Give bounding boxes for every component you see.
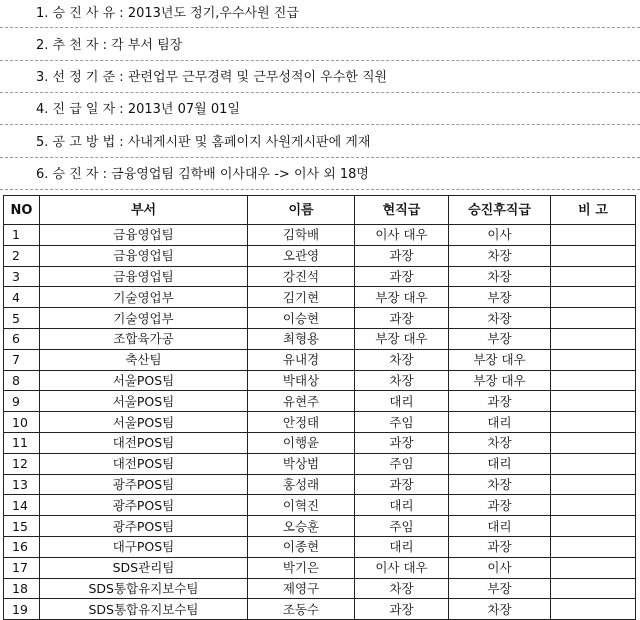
cell-current-rank: 과장 — [355, 474, 449, 495]
cell-remarks — [551, 349, 636, 370]
table-body — [4, 225, 636, 620]
cell-current-rank: 대리 — [355, 536, 449, 557]
cell-current-rank: 차장 — [355, 349, 449, 370]
cell-department: 서울POS팀 — [40, 370, 248, 391]
table-row — [4, 412, 636, 433]
cell-new-rank: 차장 — [449, 308, 551, 329]
divider — [0, 60, 640, 61]
cell-current-rank: 대리 — [355, 391, 449, 412]
promotion-table — [3, 195, 636, 620]
cell-new-rank: 부장 대우 — [449, 349, 551, 370]
cell-department: SDS관리팀 — [40, 557, 248, 578]
table-row — [4, 599, 636, 620]
cell-current-rank: 주임 — [355, 412, 449, 433]
cell-name: 박태상 — [248, 370, 355, 391]
cell-new-rank: 차장 — [449, 266, 551, 287]
cell-new-rank: 차장 — [449, 474, 551, 495]
cell-remarks — [551, 536, 636, 557]
cell-department: 금융영업팀 — [40, 266, 248, 287]
cell-name: 제영구 — [248, 578, 355, 599]
table-row — [4, 245, 636, 266]
cell-department: 광주POS팀 — [40, 495, 248, 516]
table-row — [4, 516, 636, 537]
cell-no: 18 — [4, 578, 40, 599]
cell-remarks — [551, 599, 636, 620]
cell-remarks — [551, 245, 636, 266]
cell-name: 홍성래 — [248, 474, 355, 495]
item-label: 1. 승 진 사 유 — [36, 6, 116, 21]
cell-department: 금융영업팀 — [40, 245, 248, 266]
table-row — [4, 453, 636, 474]
cell-remarks — [551, 453, 636, 474]
cell-remarks — [551, 495, 636, 516]
cell-current-rank: 부장 대우 — [355, 328, 449, 349]
cell-remarks — [551, 412, 636, 433]
cell-remarks — [551, 266, 636, 287]
cell-remarks — [551, 516, 636, 537]
header-no: NO — [4, 196, 40, 225]
item-reason: 1. 승 진 사 유 : 2013년도 정기,우수사원 진급 — [36, 6, 299, 21]
item-criteria: 3. 선 정 기 준 : 관련업무 근무경력 및 근무성적이 우수한 직원 — [36, 70, 388, 85]
header-name: 이름 — [248, 196, 355, 225]
cell-no: 6 — [4, 328, 40, 349]
cell-remarks — [551, 578, 636, 599]
cell-name: 이행윤 — [248, 432, 355, 453]
cell-no: 15 — [4, 516, 40, 537]
cell-department: 대전POS팀 — [40, 453, 248, 474]
cell-no: 7 — [4, 349, 40, 370]
cell-no: 19 — [4, 599, 40, 620]
cell-name: 오승훈 — [248, 516, 355, 537]
cell-name: 이종현 — [248, 536, 355, 557]
cell-current-rank: 과장 — [355, 599, 449, 620]
cell-no: 10 — [4, 412, 40, 433]
item-notice-method: 5. 공 고 방 법 : 사내게시판 및 홈페이지 사원게시판에 게재 — [36, 135, 371, 150]
table-row — [4, 474, 636, 495]
table-header-row — [4, 196, 636, 225]
item-value: 사내게시판 및 홈페이지 사원게시판에 게재 — [127, 135, 371, 150]
cell-remarks — [551, 308, 636, 329]
divider — [0, 189, 640, 190]
table-row — [4, 287, 636, 308]
cell-name: 김기현 — [248, 287, 355, 308]
table-row — [4, 495, 636, 516]
cell-remarks — [551, 328, 636, 349]
divider — [0, 124, 640, 125]
cell-no: 16 — [4, 536, 40, 557]
item-label: 6. 승 진 자 — [36, 167, 99, 182]
cell-current-rank: 과장 — [355, 308, 449, 329]
cell-new-rank: 과장 — [449, 495, 551, 516]
cell-name: 안정태 — [248, 412, 355, 433]
cell-department: 대전POS팀 — [40, 432, 248, 453]
cell-no: 13 — [4, 474, 40, 495]
table-row — [4, 557, 636, 578]
cell-department: 광주POS팀 — [40, 474, 248, 495]
table-row — [4, 266, 636, 287]
cell-current-rank: 이사 대우 — [355, 557, 449, 578]
item-value: 각 부서 팀장 — [111, 38, 183, 53]
item-value: 2013년 07월 01일 — [127, 102, 240, 117]
header-remarks: 비 고 — [551, 196, 636, 225]
cell-no: 11 — [4, 432, 40, 453]
divider — [0, 157, 640, 158]
cell-new-rank: 차장 — [449, 599, 551, 620]
cell-name: 박기은 — [248, 557, 355, 578]
table-row — [4, 536, 636, 557]
cell-remarks — [551, 432, 636, 453]
cell-current-rank: 차장 — [355, 370, 449, 391]
cell-department: 대구POS팀 — [40, 536, 248, 557]
cell-new-rank: 부장 대우 — [449, 370, 551, 391]
cell-new-rank: 대리 — [449, 412, 551, 433]
cell-current-rank: 과장 — [355, 432, 449, 453]
cell-name: 강진석 — [248, 266, 355, 287]
cell-new-rank: 부장 — [449, 578, 551, 599]
cell-new-rank: 부장 — [449, 328, 551, 349]
cell-name: 이혁진 — [248, 495, 355, 516]
cell-remarks — [551, 225, 636, 246]
item-value: 금융영업팀 김학배 이사대우 -> 이사 외 18명 — [111, 167, 369, 182]
cell-current-rank: 이사 대우 — [355, 225, 449, 246]
cell-department: 서울POS팀 — [40, 391, 248, 412]
cell-new-rank: 과장 — [449, 391, 551, 412]
table-row — [4, 432, 636, 453]
item-label: 2. 추 천 자 — [36, 38, 99, 53]
cell-name: 조동수 — [248, 599, 355, 620]
item-recommender: 2. 추 천 자 : 각 부서 팀장 — [36, 38, 183, 53]
item-label: 5. 공 고 방 법 — [36, 135, 116, 150]
item-label: 4. 진 급 일 자 — [36, 102, 116, 117]
cell-new-rank: 과장 — [449, 536, 551, 557]
cell-remarks — [551, 557, 636, 578]
cell-new-rank: 부장 — [449, 287, 551, 308]
cell-department: 기술영업부 — [40, 287, 248, 308]
cell-no: 1 — [4, 225, 40, 246]
item-value: 2013년도 정기,우수사원 진급 — [127, 6, 299, 21]
cell-name: 유내경 — [248, 349, 355, 370]
cell-department: 기술영업부 — [40, 308, 248, 329]
cell-new-rank: 차장 — [449, 245, 551, 266]
cell-no: 8 — [4, 370, 40, 391]
table-row — [4, 578, 636, 599]
item-value: 관련업무 근무경력 및 근무성적이 우수한 직원 — [127, 70, 388, 85]
table-row — [4, 308, 636, 329]
cell-new-rank: 대리 — [449, 453, 551, 474]
cell-name: 오관영 — [248, 245, 355, 266]
table-row — [4, 391, 636, 412]
cell-no: 3 — [4, 266, 40, 287]
cell-department: 조합육가공 — [40, 328, 248, 349]
divider — [0, 92, 640, 93]
cell-no: 12 — [4, 453, 40, 474]
cell-name: 김학배 — [248, 225, 355, 246]
cell-current-rank: 과장 — [355, 266, 449, 287]
item-label: 3. 선 정 기 준 — [36, 70, 116, 85]
item-date: 4. 진 급 일 자 : 2013년 07월 01일 — [36, 102, 240, 117]
cell-department: 광주POS팀 — [40, 516, 248, 537]
cell-remarks — [551, 370, 636, 391]
cell-department: SDS통합유지보수팀 — [40, 578, 248, 599]
table-row — [4, 370, 636, 391]
cell-department: 축산팀 — [40, 349, 248, 370]
cell-department: 금융영업팀 — [40, 225, 248, 246]
cell-department: 서울POS팀 — [40, 412, 248, 433]
cell-remarks — [551, 474, 636, 495]
divider — [0, 27, 640, 28]
cell-current-rank: 차장 — [355, 578, 449, 599]
table-row — [4, 328, 636, 349]
cell-current-rank: 주임 — [355, 516, 449, 537]
cell-name: 최형용 — [248, 328, 355, 349]
cell-no: 17 — [4, 557, 40, 578]
cell-name: 이승현 — [248, 308, 355, 329]
cell-no: 5 — [4, 308, 40, 329]
summary-section — [0, 0, 640, 188]
item-promotees: 6. 승 진 자 : 금융영업팀 김학배 이사대우 -> 이사 외 18명 — [36, 167, 369, 182]
cell-name: 박상범 — [248, 453, 355, 474]
cell-current-rank: 과장 — [355, 245, 449, 266]
table-row — [4, 225, 636, 246]
cell-no: 4 — [4, 287, 40, 308]
cell-current-rank: 주임 — [355, 453, 449, 474]
cell-no: 2 — [4, 245, 40, 266]
header-new-rank: 승진후직급 — [449, 196, 551, 225]
cell-remarks — [551, 287, 636, 308]
header-department: 부서 — [40, 196, 248, 225]
cell-current-rank: 부장 대우 — [355, 287, 449, 308]
cell-remarks — [551, 391, 636, 412]
cell-name: 유현주 — [248, 391, 355, 412]
cell-new-rank: 이사 — [449, 557, 551, 578]
table-row — [4, 349, 636, 370]
cell-new-rank: 대리 — [449, 516, 551, 537]
cell-no: 14 — [4, 495, 40, 516]
cell-new-rank: 차장 — [449, 432, 551, 453]
cell-no: 9 — [4, 391, 40, 412]
cell-department: SDS통합유지보수팀 — [40, 599, 248, 620]
cell-new-rank: 이사 — [449, 225, 551, 246]
header-current-rank: 현직급 — [355, 196, 449, 225]
cell-current-rank: 대리 — [355, 495, 449, 516]
